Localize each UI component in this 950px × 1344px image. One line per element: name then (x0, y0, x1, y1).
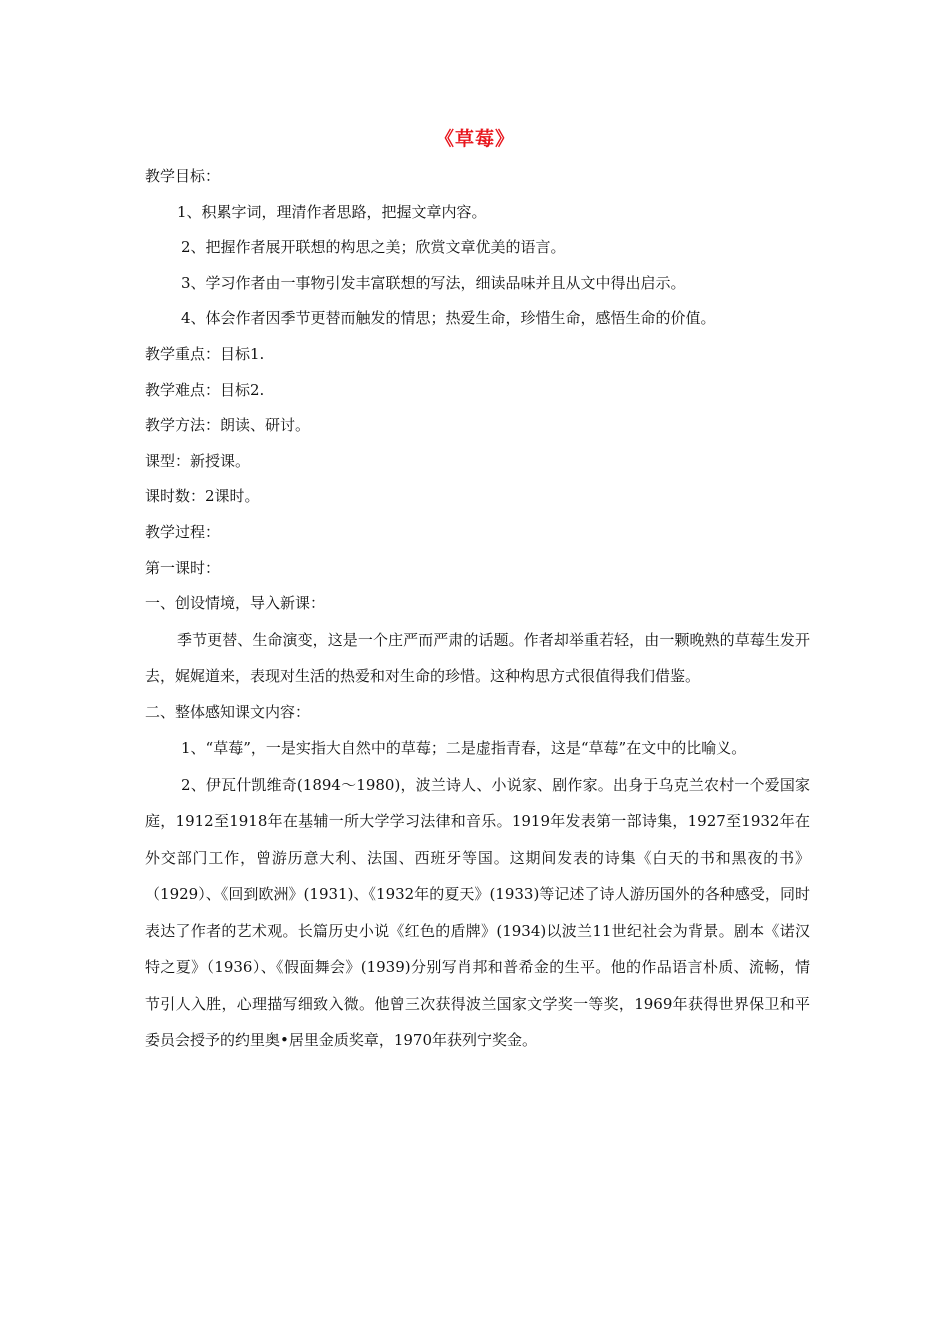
document-body (145, 159, 810, 1059)
objectives-heading: 教学目标： (145, 167, 221, 185)
objective-item-4: 4、体会作者因季节更替而触发的情思；热爱生命，珍惜生命，感悟生命的价值。 (181, 309, 716, 328)
first-period: 第一课时： (145, 558, 221, 577)
key-point: 教学重点：目标1. (145, 344, 265, 363)
objective-item-2: 2、把握作者展开联想的构思之美；欣赏文章优美的语言。 (181, 238, 566, 257)
objective-item-1: 1、积累字词，理清作者思路，把握文章内容。 (177, 202, 487, 221)
lesson-hours: 课时数：2课时。 (145, 487, 260, 506)
document-title: 《草莓》 (434, 128, 515, 150)
section2-item-1: 1、“草莓”，一是实指大自然中的草莓；二是虚指青春，这是“草莓”在文中的比喻义。 (181, 739, 747, 758)
process-heading: 教学过程： (145, 522, 221, 541)
section1-heading: 一、创设情境，导入新课： (145, 594, 326, 613)
teaching-method: 教学方法：朗读、研讨。 (145, 416, 311, 435)
objective-item-3: 3、学习作者由一事物引发丰富联想的写法，细读品味并且从文中得出启示。 (181, 273, 686, 292)
difficulty: 教学难点：目标2. (145, 380, 265, 399)
lesson-type: 课型：新授课。 (145, 451, 251, 470)
section2-heading: 二、整体感知课文内容： (145, 702, 311, 721)
section1-paragraph: 季节更替、生命演变，这是一个庄严而严肃的话题。作者却举重若轻，由一颗晚熟的草莓生发开去，娓娓道来，表现对生活的热爱和对生命的珍惜。这种构思方式很值得我们借鉴。 (145, 630, 810, 686)
section2-item-2: 2、伊瓦什凯维奇(1894～1980)，波兰诗人、小说家、剧作家。出身于乌克兰农村一个爱国家庭，1912至1918年在基辅一所大学学习法律和音乐。1919年发表第一部诗集，1927至1932年在外交部门工作，曾游历意大利、法国、西班牙等国。这期间发表的诗集《白天的书和黑夜的书》（1929）、《回到欧洲》(1931)、《1932年的夏天》(1933)等记述了诗人游历国外的各种感受，同时表达了作者的艺术观。长篇历史小说《红色的盾牌》(1934)以波兰11世纪社会为背景。剧本《诺汉特之夏》（1936）、《假面舞会》(1939)分别写肖邦和普希金的生平。他的作品语言朴质、流畅，情节引人入胜，心理描写细致入微。他曾三次获得波兰国家文学奖一等奖，1969年获得世界保卫和平委员会授予的约里奥•居里金质奖章，1970年获列宁奖金。 (145, 775, 810, 1050)
